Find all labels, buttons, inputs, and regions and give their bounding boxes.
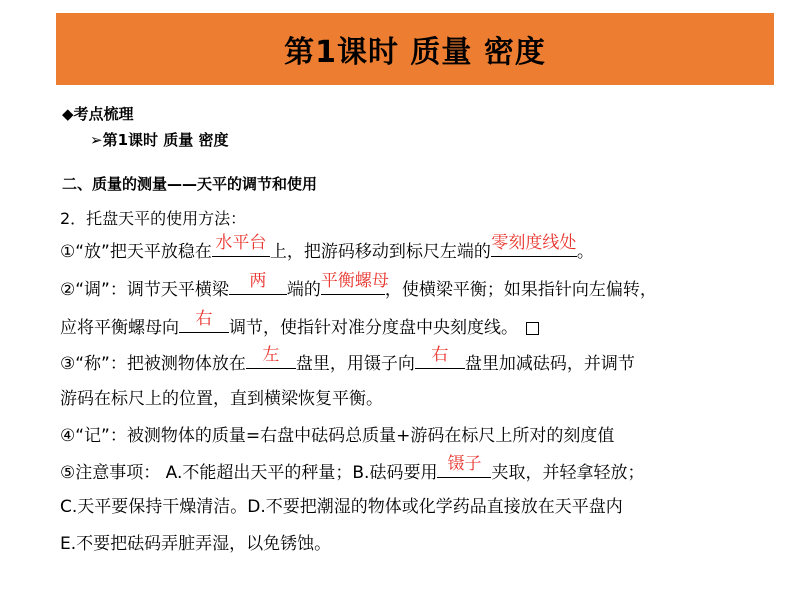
answer-2: 零刻度线处 <box>491 233 577 253</box>
blank-2 <box>491 233 577 257</box>
step-3-post: 盘里加减砝码，并调节 <box>464 354 635 374</box>
step-5-line <box>60 454 645 483</box>
step-1-line <box>60 233 594 262</box>
step-3b-line: 游码在标尺上的位置，直到横梁恢复平衡。 <box>60 389 383 409</box>
step-5-pre: ⑤注意事项： A.不能超出天平的秤量；B.砝码要用 <box>60 463 438 483</box>
answer-5: 右 <box>195 309 213 329</box>
answer-1: 水平台 <box>215 233 267 253</box>
blank-4 <box>320 271 389 295</box>
step-2-mid: 端的 <box>286 280 321 300</box>
note-e-line: E.不要把砝码弄脏弄湿，以免锈蚀。 <box>60 534 332 554</box>
section-sub-label: ➢第1课时 质量 密度 <box>90 131 229 149</box>
answer-3: 两 <box>249 271 267 291</box>
step-2b-post: 调节，使指针对准分度盘中央刻度线。 <box>229 318 518 338</box>
step-5-post: 夹取，并轻拿轻放； <box>491 463 645 483</box>
step-1-post: 。 <box>576 242 594 262</box>
answer-4: 平衡螺母 <box>320 271 389 291</box>
answer-6: 左 <box>262 345 280 365</box>
step-4-line: ④“记”：被测物体的质量=右盘中砝码总质量+游码在标尺上所对的刻度值 <box>60 426 615 446</box>
answer-8: 镊子 <box>447 454 482 474</box>
answer-7: 右 <box>431 345 449 365</box>
blank-6 <box>246 345 296 369</box>
step-2-line <box>60 271 657 300</box>
step-2b-line <box>60 309 539 338</box>
step-3-pre: ③“称”：把被测物体放在 <box>60 354 246 374</box>
step-2b-pre: 应将平衡螺母向 <box>60 318 179 338</box>
title-banner <box>56 13 774 85</box>
page-title: 第1课时 质量 密度 <box>284 35 546 70</box>
blank-7 <box>415 345 465 369</box>
blank-3 <box>229 271 287 295</box>
step-1-mid: 上，把游码移动到标尺左端的 <box>269 242 491 262</box>
blank-5 <box>179 309 229 333</box>
item-2-text: 2．托盘天平的使用方法： <box>60 209 247 228</box>
blank-1 <box>212 233 270 257</box>
blank-8 <box>437 454 491 478</box>
checkbox-square-icon <box>526 322 539 335</box>
step-3-line <box>60 345 635 374</box>
step-2-pre: ②“调”：调节天平横梁 <box>60 280 229 300</box>
section-heading: 二、质量的测量——天平的调节和使用 <box>62 175 318 193</box>
section-label: ◆考点梳理 <box>62 105 134 123</box>
step-2-post: ，使横梁平衡；如果指针向左偏转， <box>384 280 657 300</box>
step-3-mid: 盘里，用镊子向 <box>295 354 415 374</box>
note-c-line: C.天平要保持干燥清洁。D.不要把潮湿的物体或化学药品直接放在天平盘内 <box>60 497 623 517</box>
step-1-pre: ①“放”把天平放稳在 <box>60 242 212 262</box>
